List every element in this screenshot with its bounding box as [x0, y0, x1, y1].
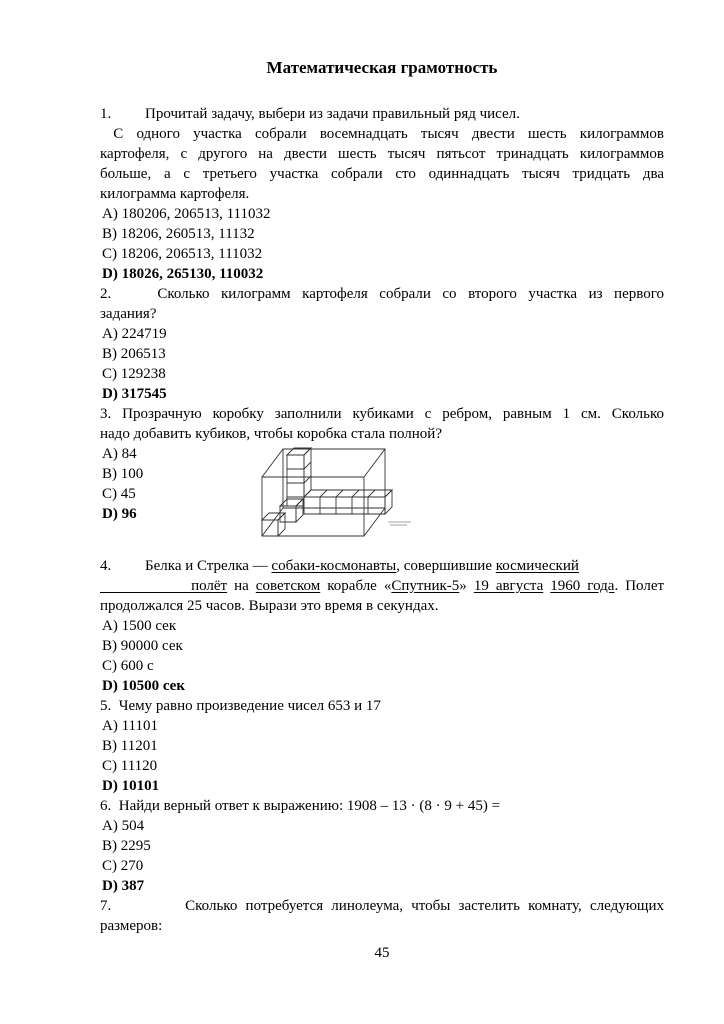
plain-text: . Полет: [614, 578, 665, 594]
plain-text: на: [227, 578, 256, 594]
plain-text: , совершившие: [396, 558, 496, 574]
underlined-text: космический: [495, 558, 579, 574]
options-list: [100, 616, 664, 696]
underlined-text: советском: [255, 578, 321, 594]
question-5: [100, 696, 664, 796]
option-d: D) 18026, 265130, 110032: [102, 266, 264, 282]
options-list: [100, 716, 664, 796]
question-number-and-prompt: 1. Прочитай задачу, выбери из задачи правильный ряд чисел.: [100, 106, 520, 122]
option-b: B) 2295: [102, 838, 151, 854]
plain-text: продолжался 25 часов. Вырази это время в секундах.: [100, 598, 439, 614]
option-b: B) 206513: [102, 346, 166, 362]
text-line: С одного участка собрали восемнадцать тысяч двести шесть килограммов: [100, 126, 664, 142]
option-a: A) 504: [102, 818, 145, 834]
front-floor-cubes: [262, 499, 303, 536]
option-a: A) 224719: [102, 326, 167, 342]
option-d: D) 10500 сек: [102, 678, 185, 694]
option-a: A) 1500 сек: [102, 618, 177, 634]
question-4: [100, 556, 664, 696]
question-2: [100, 284, 664, 404]
option-d: D) 387: [102, 878, 145, 894]
option-b: B) 18206, 260513, 11132: [102, 226, 255, 242]
option-c: C) 45: [102, 486, 136, 502]
option-c: C) 11120: [102, 758, 158, 774]
plain-text: 4. Белка и Стрелка —: [100, 558, 272, 574]
option-c: C) 270: [102, 858, 144, 874]
options-list: [100, 444, 255, 524]
option-c: C) 129238: [102, 366, 166, 382]
page-title: Математическая грамотность: [266, 58, 498, 77]
option-b: B) 90000 сек: [102, 638, 183, 654]
box-with-cubes-figure: [255, 444, 433, 542]
question-6: [100, 796, 664, 896]
option-a: A) 84: [102, 446, 137, 462]
option-d: D) 10101: [102, 778, 160, 794]
options-list: [100, 324, 664, 404]
option-c: C) 600 с: [102, 658, 154, 674]
options-and-figure-row: [100, 444, 664, 542]
option-c: C) 18206, 206513, 111032: [102, 246, 263, 262]
option-a: A) 11101: [102, 718, 158, 734]
question-number-and-prompt: 3. Прозрачную коробку заполнили кубиками с ребром, равным 1 см. Сколько: [100, 406, 664, 422]
page-number: 45: [374, 945, 390, 961]
text-line: [100, 576, 664, 596]
text-line: килограмма картофеля.: [100, 186, 250, 202]
question-3: [100, 404, 664, 542]
plain-text: корабле «: [320, 578, 392, 594]
underlined-text: собаки-космонавты: [271, 558, 397, 574]
text-line: больше, а с третьего участка собрали сто одиннадцать тысяч тридцать два: [100, 166, 664, 182]
text-line: [100, 596, 664, 616]
option-a: A) 180206, 206513, 111032: [102, 206, 271, 222]
question-1: [100, 104, 664, 284]
text-line: надо добавить кубиков, чтобы коробка стала полной?: [100, 426, 442, 442]
underlined-text: полёт: [100, 578, 228, 594]
cube-row: [304, 490, 392, 514]
text-line: картофеля, с другого на двести шесть тысяч пятьсот тринадцать килограммов: [100, 146, 664, 162]
plain-text: »: [459, 578, 474, 594]
option-b: B) 11201: [102, 738, 158, 754]
underlined-text: 1960 года: [550, 578, 615, 594]
underlined-text: Спутник-5: [391, 578, 460, 594]
question-number-and-prompt: [100, 556, 664, 576]
text-line: размеров:: [100, 918, 163, 934]
option-d: D) 96: [102, 506, 137, 522]
question-number-and-prompt: 2. Сколько килограмм картофеля собрали со второго участка из первого: [100, 286, 664, 302]
watermark: [388, 522, 411, 525]
option-b: B) 100: [102, 466, 144, 482]
question-7: [100, 896, 664, 936]
underlined-text: 19 августа: [473, 578, 544, 594]
option-d: D) 317545: [102, 386, 167, 402]
text-line: задания?: [100, 306, 157, 322]
question-number-and-prompt: 7. Сколько потребуется линолеума, чтобы застелить комнату, следующих: [100, 898, 664, 914]
options-list: [100, 816, 664, 896]
box-front-face: [262, 477, 364, 536]
question-number-and-prompt: 5. Чему равно произведение чисел 653 и 17: [100, 698, 381, 714]
question-number-and-prompt: 6. Найди верный ответ к выражению: 1908 – 13 · (8 · 9 + 45) =: [100, 798, 501, 814]
options-list: [100, 204, 664, 284]
